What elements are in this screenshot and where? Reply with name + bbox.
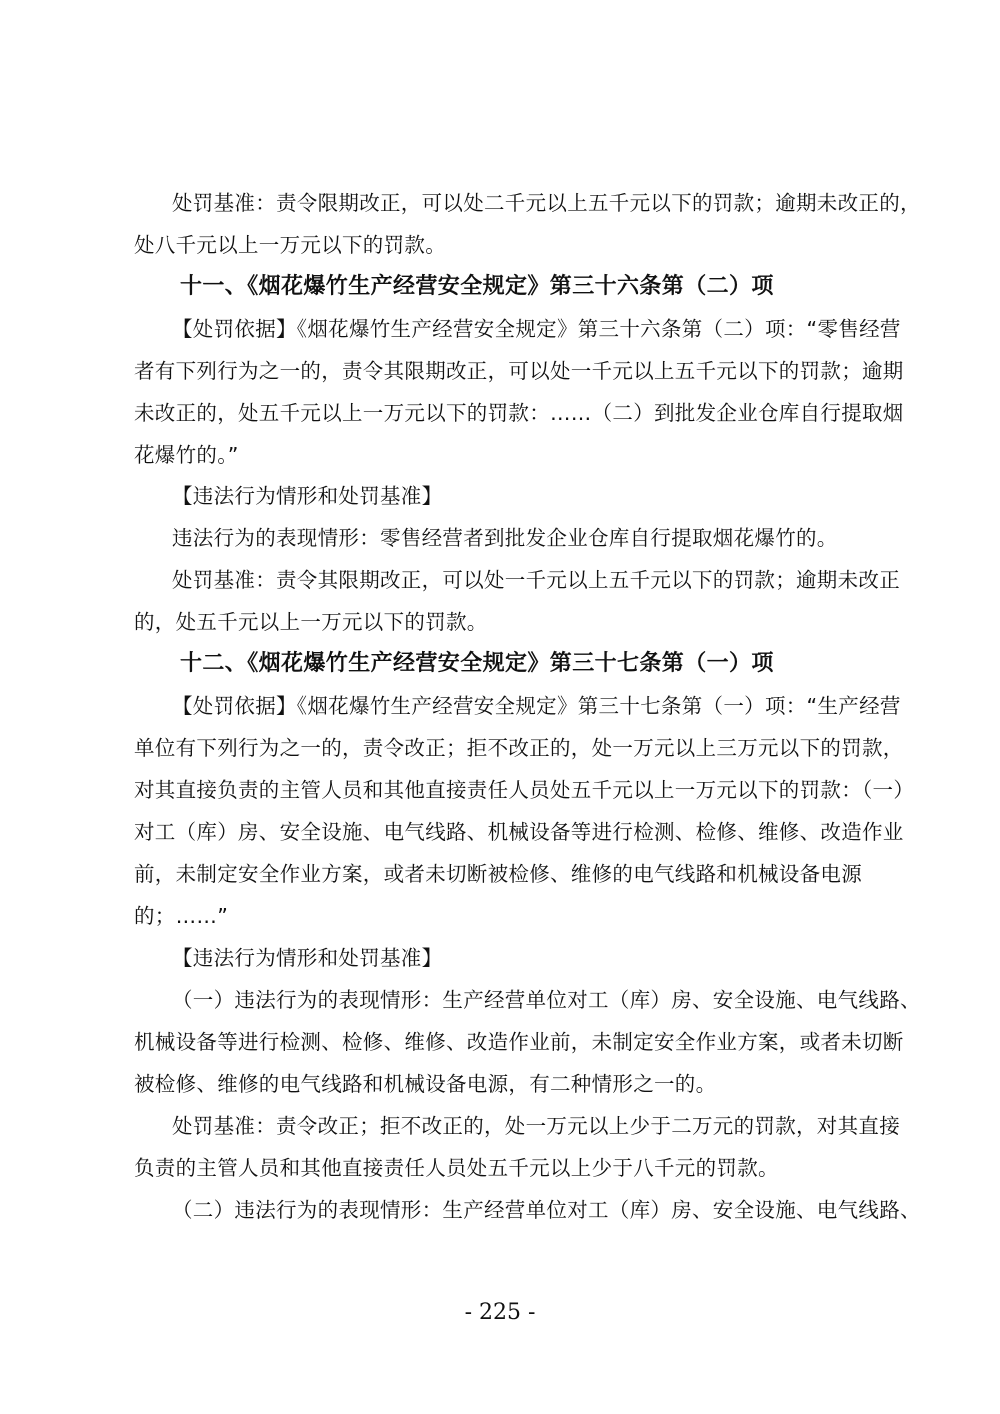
subsection-label: 【违法行为情形和处罚基准】 bbox=[172, 946, 443, 970]
paragraph-line: （一）违法行为的表现情形：生产经营单位对工（库）房、安全设施、电气线路、 bbox=[172, 988, 921, 1012]
paragraph-line: 被检修、维修的电气线路和机械设备电源，有二种情形之一的。 bbox=[134, 1072, 717, 1096]
paragraph-line: 的，处五千元以上一万元以下的罚款。 bbox=[134, 610, 488, 634]
paragraph-line: 【处罚依据】《烟花爆竹生产经营安全规定》第三十六条第（二）项：“零售经营 bbox=[172, 317, 901, 341]
paragraph-line: 未改正的，处五千元以上一万元以下的罚款：……（二）到批发企业仓库自行提取烟 bbox=[134, 401, 904, 425]
paragraph-line: 前，未制定安全作业方案，或者未切断被检修、维修的电气线路和机械设备电源 bbox=[134, 862, 862, 886]
section-heading: 十一、《烟花爆竹生产经营安全规定》第三十六条第（二）项 bbox=[180, 273, 774, 299]
paragraph-line: （二）违法行为的表现情形：生产经营单位对工（库）房、安全设施、电气线路、 bbox=[172, 1198, 921, 1222]
paragraph-line: 处罚基准：责令限期改正，可以处二千元以上五千元以下的罚款；逾期未改正的， bbox=[172, 191, 921, 215]
paragraph-line: 处罚基准：责令其限期改正，可以处一千元以上五千元以下的罚款；逾期未改正 bbox=[172, 568, 900, 592]
paragraph-line: 者有下列行为之一的，责令其限期改正，可以处一千元以上五千元以下的罚款；逾期 bbox=[134, 359, 904, 383]
paragraph-line: 违法行为的表现情形：零售经营者到批发企业仓库自行提取烟花爆竹的。 bbox=[172, 526, 838, 550]
paragraph-line: 【处罚依据】《烟花爆竹生产经营安全规定》第三十七条第（一）项：“生产经营 bbox=[172, 694, 901, 718]
paragraph-line: 机械设备等进行检测、检修、维修、改造作业前，未制定安全作业方案，或者未切断 bbox=[134, 1030, 904, 1054]
paragraph-line: 对工（库）房、安全设施、电气线路、机械设备等进行检测、检修、维修、改造作业 bbox=[134, 820, 904, 844]
paragraph-line: 花爆竹的。” bbox=[134, 443, 239, 467]
subsection-label: 【违法行为情形和处罚基准】 bbox=[172, 484, 443, 508]
paragraph-line: 单位有下列行为之一的，责令改正；拒不改正的，处一万元以上三万元以下的罚款， bbox=[134, 736, 904, 760]
paragraph-line: 处罚基准：责令改正；拒不改正的，处一万元以上少于二万元的罚款，对其直接 bbox=[172, 1114, 900, 1138]
paragraph-line: 的；……” bbox=[134, 904, 229, 928]
page-number: - 225 - bbox=[464, 1300, 536, 1325]
section-heading: 十二、《烟花爆竹生产经营安全规定》第三十七条第（一）项 bbox=[180, 650, 774, 676]
paragraph-line: 处八千元以上一万元以下的罚款。 bbox=[134, 233, 446, 257]
paragraph-line: 负责的主管人员和其他直接责任人员处五千元以上少于八千元的罚款。 bbox=[134, 1156, 779, 1180]
paragraph-line: 对其直接负责的主管人员和其他直接责任人员处五千元以上一万元以下的罚款：（一） bbox=[134, 778, 915, 802]
